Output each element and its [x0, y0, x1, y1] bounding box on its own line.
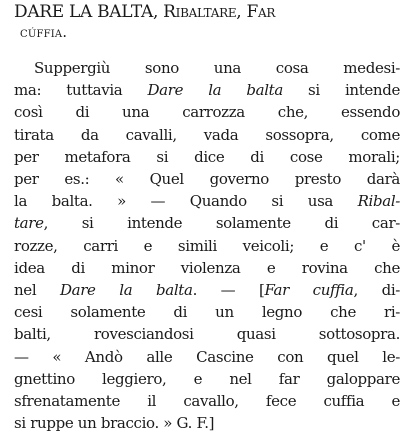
- text-run: Suppergiù sono una cosa medesi-: [34, 59, 400, 77]
- text-run: tirata da cavalli, vada sossopra, come: [14, 125, 400, 144]
- text-run: cesi solamente di un legno che ri-: [14, 303, 400, 322]
- text-run: nel: [14, 281, 60, 300]
- text-run: ma: tuttavia: [14, 81, 148, 100]
- text-run: si intende: [282, 81, 401, 100]
- entry-synonym-far: Far: [246, 2, 276, 22]
- text-run: per metafora si dice di cose morali;: [14, 147, 400, 166]
- text-line: [14, 235, 400, 257]
- text-line: [14, 346, 400, 368]
- text-line: [14, 101, 400, 123]
- text-run: sfrenatamente il cavallo, fece cuffia e: [14, 392, 400, 411]
- italic-term: tare: [14, 214, 44, 233]
- text-run: balti, rovesciandosi quasi sottosopra.: [14, 325, 400, 344]
- entry-headword: DARE LA BALTA,: [14, 2, 159, 22]
- text-run: idea di minor violenza e rovina che: [14, 258, 400, 277]
- text-line: [14, 79, 400, 101]
- text-line: [14, 257, 400, 279]
- text-run: gnettino leggiero, e nel far galoppare: [14, 369, 400, 388]
- italic-term: Dare la balta: [59, 281, 193, 300]
- text-run: — « Andò alle Cascine con quel le-: [14, 347, 400, 366]
- text-run: si ruppe un braccio. » G. F.]: [14, 414, 215, 433]
- entry-synonym-cuffia: cúffia.: [20, 25, 68, 41]
- italic-term: Dare la balta: [147, 81, 283, 100]
- text-line: [14, 390, 400, 412]
- text-line: [14, 124, 400, 146]
- text-run: per es.: « Quel governo presto darà: [14, 170, 400, 189]
- text-run: . — [: [192, 281, 265, 300]
- text-line: [14, 212, 400, 234]
- italic-term: Ribal-: [357, 192, 400, 211]
- text-line: [14, 146, 400, 168]
- text-line: [14, 323, 400, 345]
- entry-synonym-ribaltare: Ribaltare,: [163, 2, 242, 22]
- text-run: , di-: [353, 281, 400, 300]
- text-line: [14, 168, 400, 190]
- text-line: [14, 368, 400, 390]
- text-line: [14, 301, 400, 323]
- text-run: , si intende solamente di car-: [43, 214, 400, 233]
- text-line: [14, 279, 400, 301]
- text-line: [14, 57, 400, 79]
- text-run: la balta. » — Quando si usa: [14, 192, 358, 211]
- text-line: [14, 412, 400, 434]
- text-line: [14, 190, 400, 212]
- entry-definition: [14, 57, 400, 434]
- italic-term: Far cuffia: [264, 281, 354, 300]
- text-run: rozze, carri e simili veicoli; e c' è: [14, 236, 400, 255]
- text-run: così di una carrozza che, essendo: [14, 103, 400, 122]
- entry-heading: [14, 2, 399, 23]
